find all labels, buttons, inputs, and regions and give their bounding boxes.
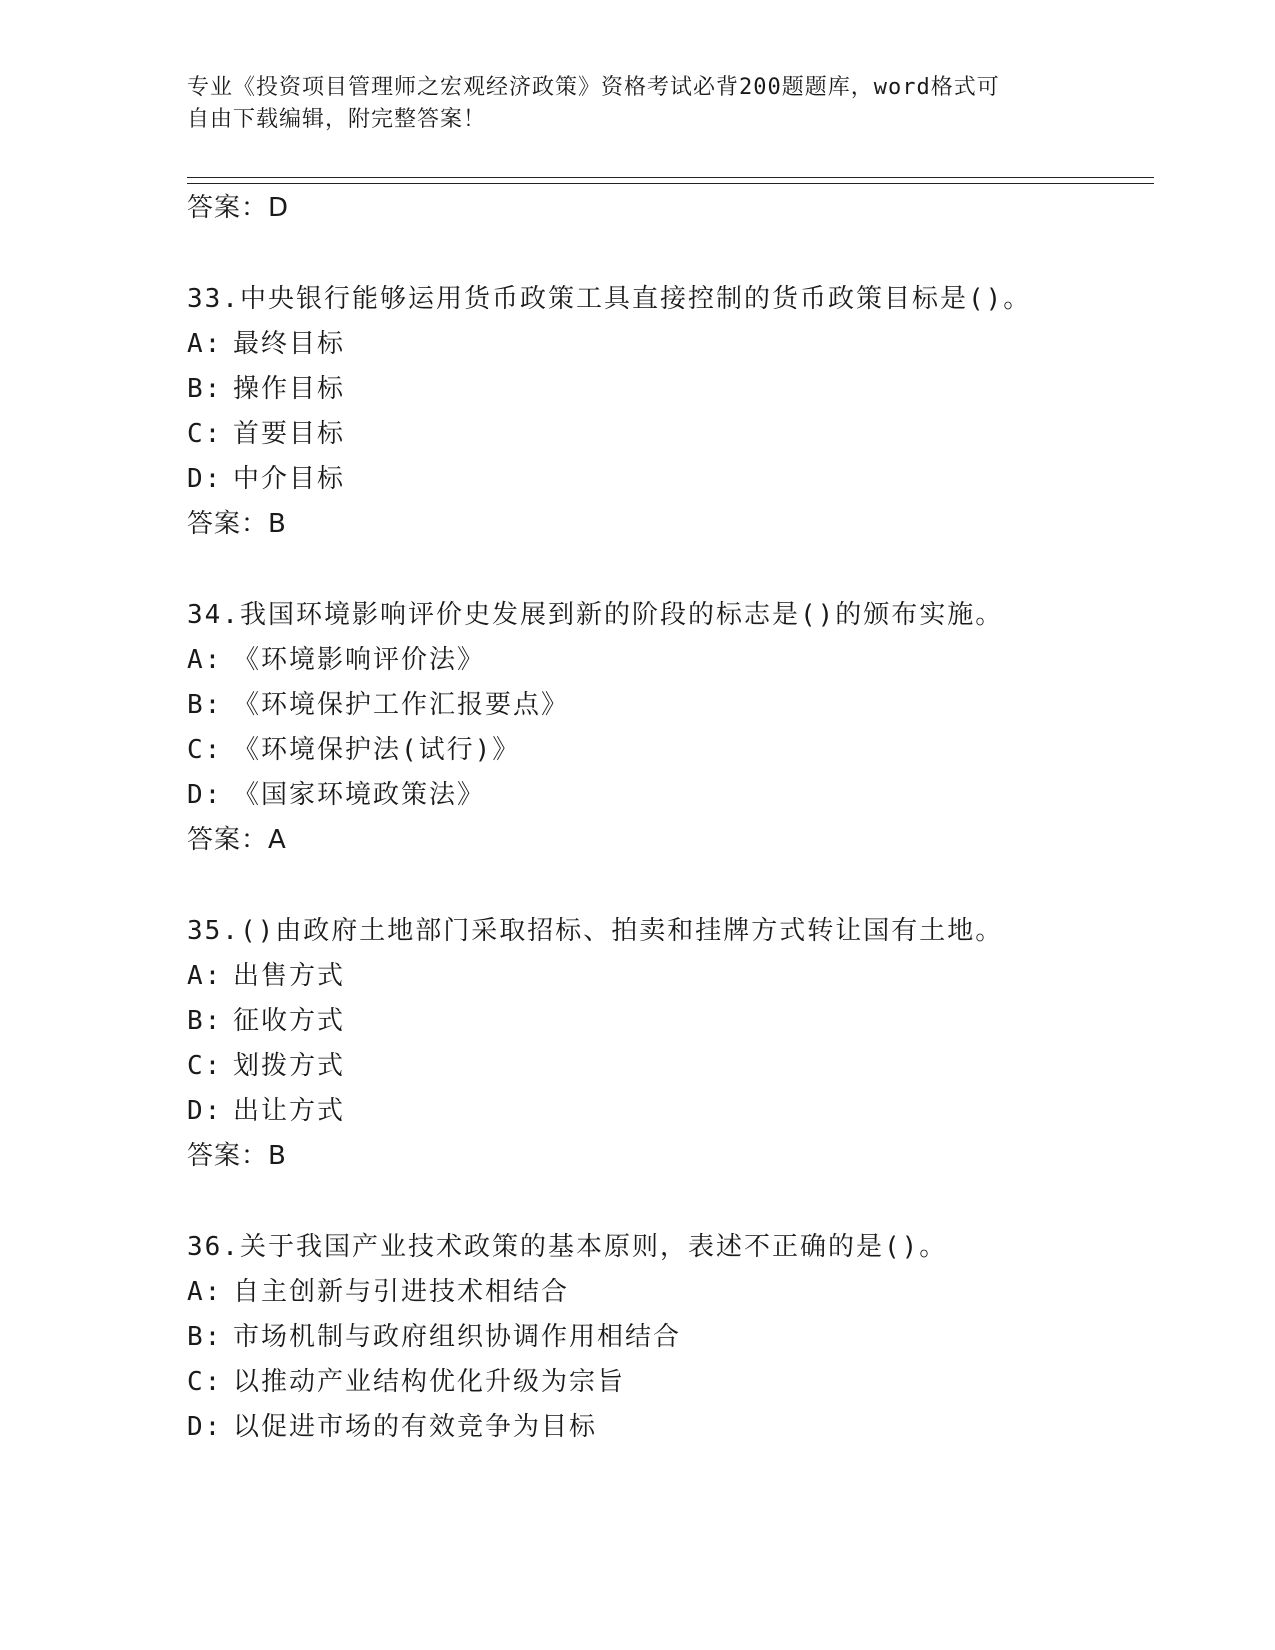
answer-line: 答案：A xyxy=(187,825,287,855)
answer-line: 答案：B xyxy=(187,509,287,539)
option-label: A: xyxy=(187,329,223,359)
option-item xyxy=(187,638,1147,683)
option-item xyxy=(187,773,1147,818)
option-item xyxy=(187,412,1147,457)
option-text: 划拨方式 xyxy=(233,1051,346,1081)
option-item xyxy=(187,683,1147,728)
question-text: 34.我国环境影响评价史发展到新的阶段的标志是()的颁布实施。 xyxy=(187,600,1004,630)
option-label: B: xyxy=(187,690,223,720)
question-list xyxy=(187,186,1147,1450)
option-text: 以促进市场的有效竞争为目标 xyxy=(233,1412,598,1442)
option-label: A: xyxy=(187,1277,223,1307)
header-line-2: 自由下载编辑，附完整答案！ xyxy=(187,107,487,132)
option-item xyxy=(187,457,1147,502)
answer-line: 答案：D xyxy=(187,193,290,223)
option-label: B: xyxy=(187,1322,223,1352)
option-label: D: xyxy=(187,1412,223,1442)
option-item xyxy=(187,367,1147,412)
option-item xyxy=(187,1360,1147,1405)
option-text: 操作目标 xyxy=(233,374,346,404)
option-text: 《环境保护工作汇报要点》 xyxy=(233,690,570,720)
option-item xyxy=(187,728,1147,773)
question-text: 33.中央银行能够运用货币政策工具直接控制的货币政策目标是()。 xyxy=(187,284,1032,314)
option-text: 中介目标 xyxy=(233,464,346,494)
option-label: C: xyxy=(187,735,223,765)
option-item xyxy=(187,1315,1147,1360)
option-label: C: xyxy=(187,1367,223,1397)
question-block xyxy=(187,593,1147,863)
option-text: 出让方式 xyxy=(233,1096,346,1126)
option-label: C: xyxy=(187,419,223,449)
option-text: 首要目标 xyxy=(233,419,346,449)
option-text: 《环境保护法(试行)》 xyxy=(233,735,521,765)
option-text: 《国家环境政策法》 xyxy=(233,780,486,810)
option-text: 以推动产业结构优化升级为宗旨 xyxy=(233,1367,626,1397)
option-text: 自主创新与引进技术相结合 xyxy=(233,1277,570,1307)
option-item xyxy=(187,999,1147,1044)
option-text: 市场机制与政府组织协调作用相结合 xyxy=(233,1322,682,1352)
option-label: D: xyxy=(187,1096,223,1126)
option-item xyxy=(187,1270,1147,1315)
header-divider-bottom xyxy=(187,183,1154,184)
question-block xyxy=(187,1225,1147,1450)
question-block xyxy=(187,277,1147,547)
option-label: A: xyxy=(187,645,223,675)
header-divider-top xyxy=(187,177,1154,178)
question-text: 36.关于我国产业技术政策的基本原则，表述不正确的是()。 xyxy=(187,1232,948,1262)
option-label: A: xyxy=(187,961,223,991)
option-item xyxy=(187,1405,1147,1450)
option-text: 征收方式 xyxy=(233,1006,346,1036)
option-label: B: xyxy=(187,374,223,404)
option-label: D: xyxy=(187,780,223,810)
option-label: D: xyxy=(187,464,223,494)
option-text: 《环境影响评价法》 xyxy=(233,645,486,675)
option-item xyxy=(187,1044,1147,1089)
option-item xyxy=(187,1089,1147,1134)
answer-line: 答案：B xyxy=(187,1141,287,1171)
option-text: 出售方式 xyxy=(233,961,346,991)
question-text: 35.()由政府土地部门采取招标、拍卖和挂牌方式转让国有土地。 xyxy=(187,916,1004,946)
header-line-1: 专业《投资项目管理师之宏观经济政策》资格考试必背200题题库，word格式可 xyxy=(187,75,1000,100)
option-text: 最终目标 xyxy=(233,329,346,359)
option-label: C: xyxy=(187,1051,223,1081)
option-item xyxy=(187,954,1147,999)
document-header xyxy=(187,72,1067,136)
option-label: B: xyxy=(187,1006,223,1036)
option-item xyxy=(187,322,1147,367)
question-block xyxy=(187,909,1147,1179)
